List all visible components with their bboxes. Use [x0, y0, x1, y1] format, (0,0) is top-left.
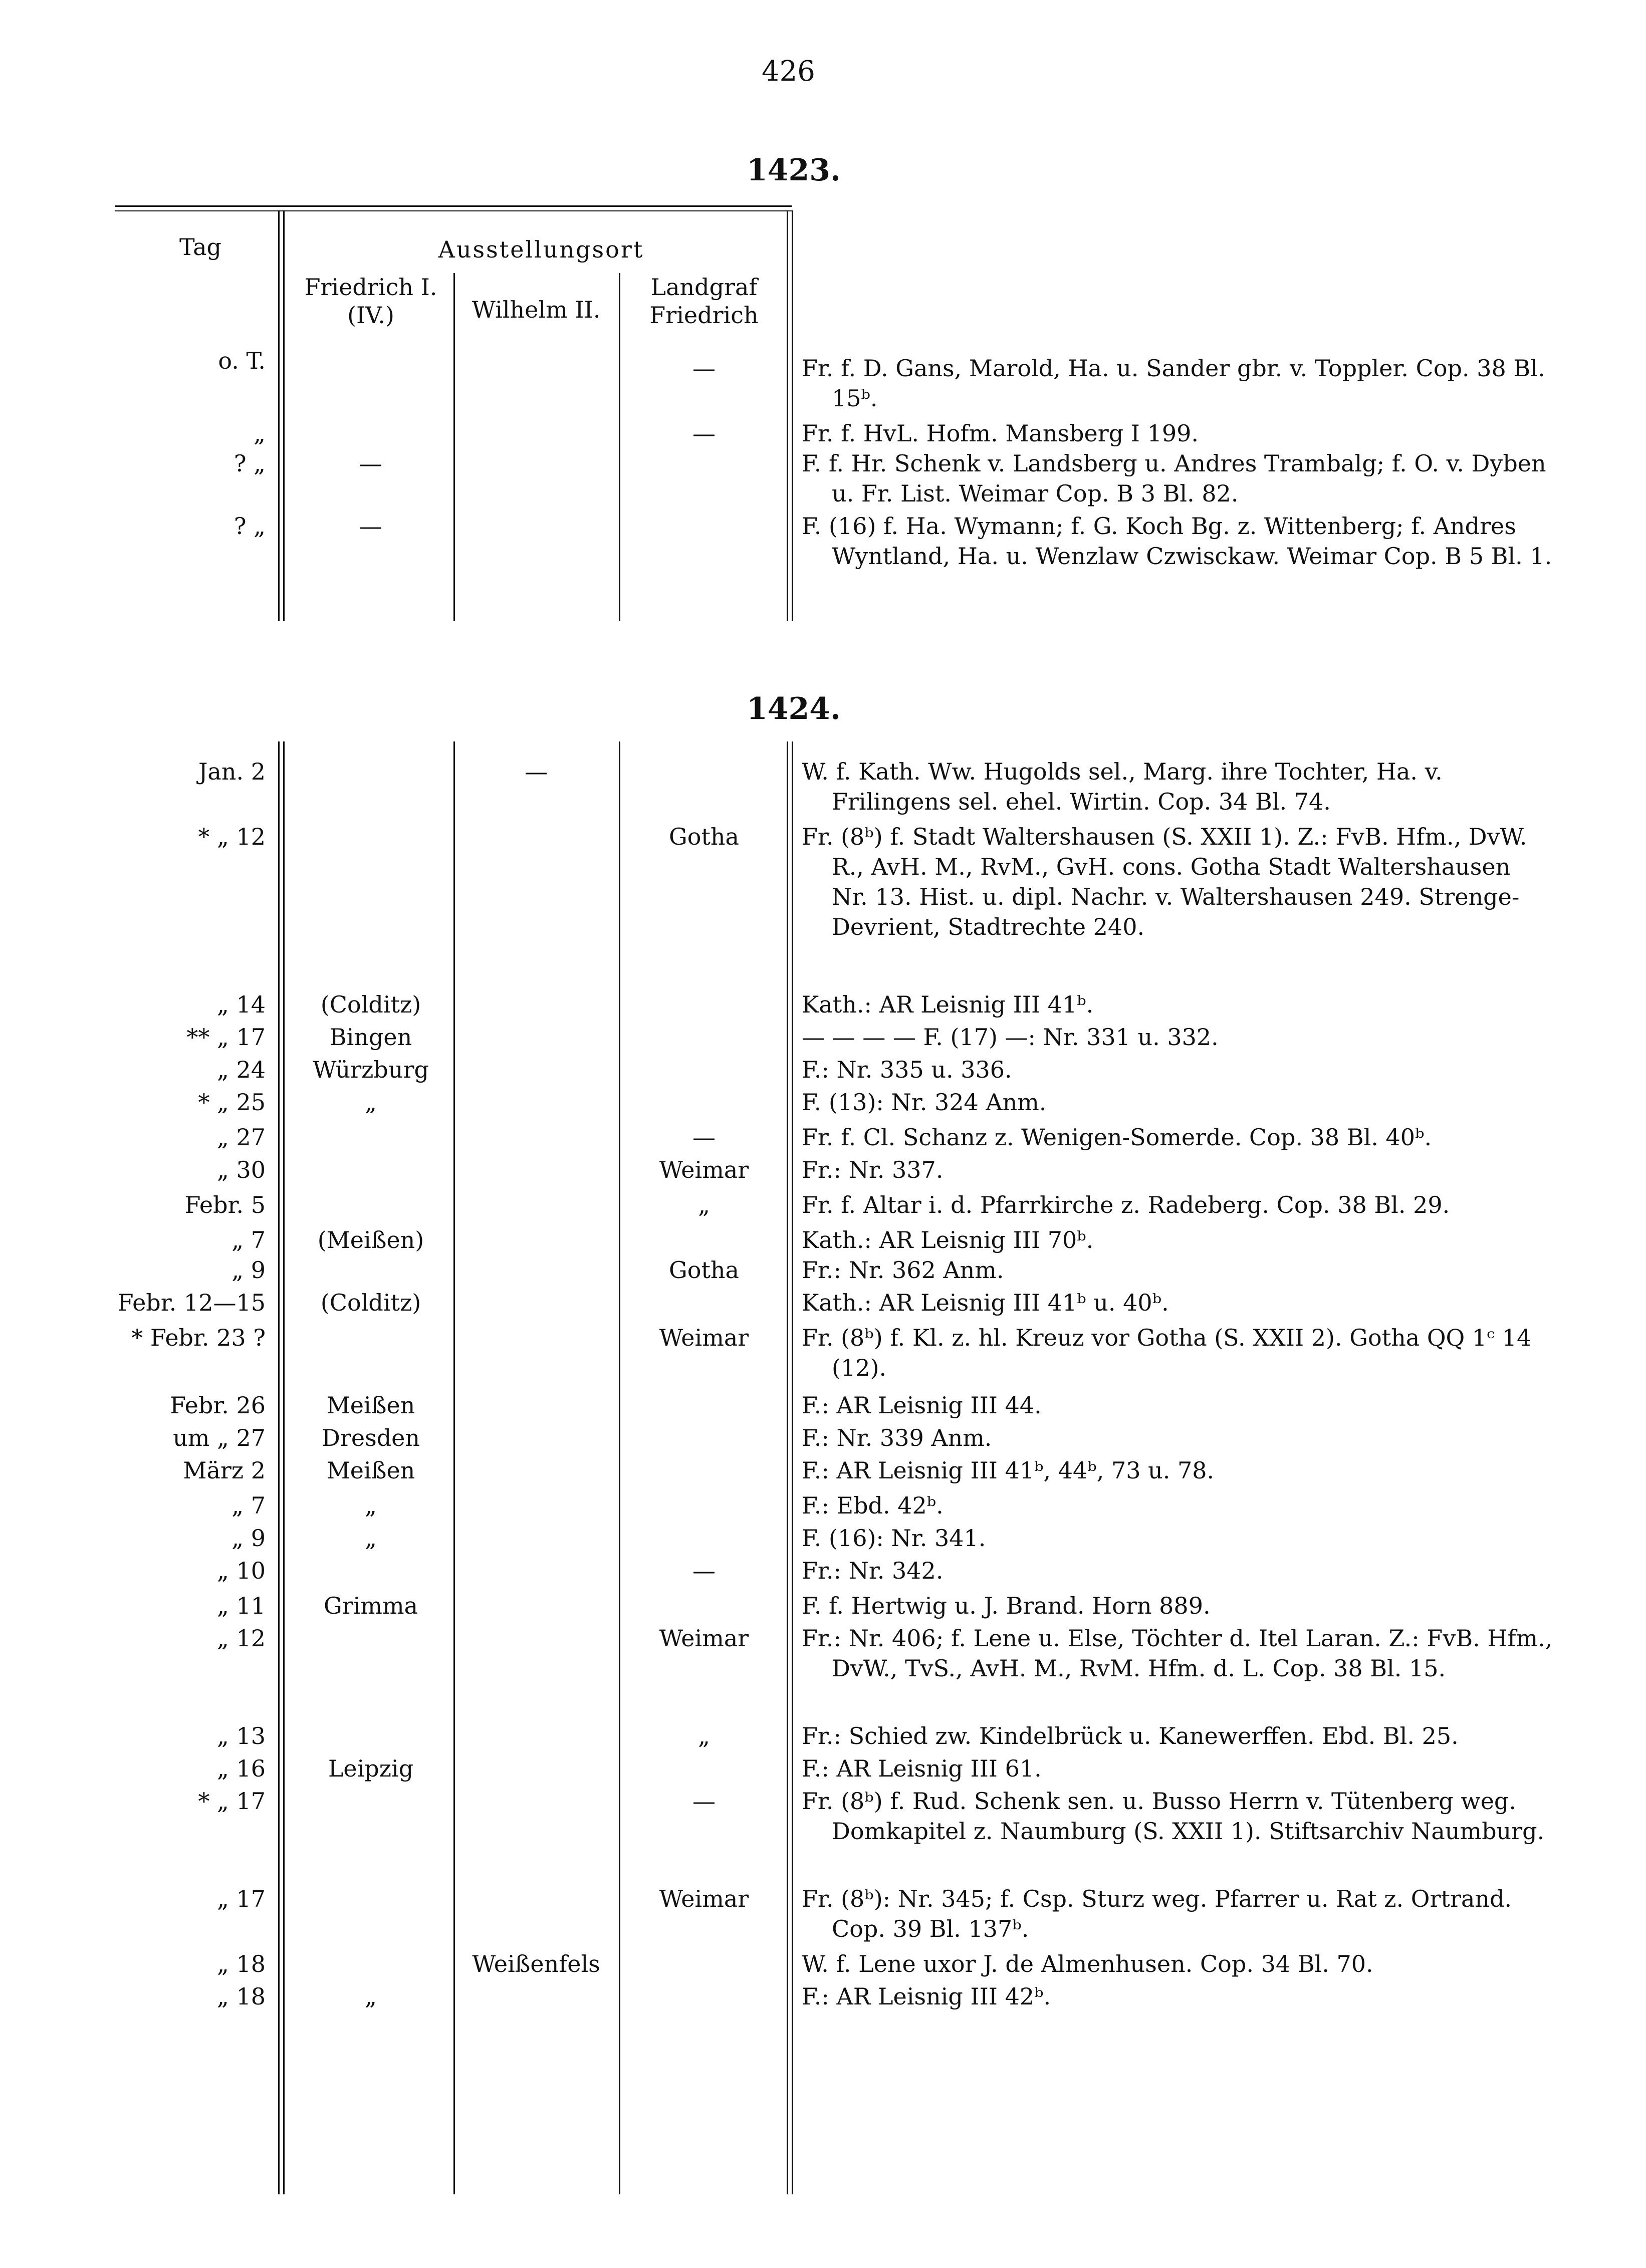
- rule-landgraf-right: [792, 741, 793, 2194]
- row-date: Febr. 12—15: [117, 1289, 266, 1316]
- table-top-rule: [115, 205, 792, 207]
- row-wilhelm: Weißenfels: [472, 1950, 600, 1977]
- table-top-rule-2: [115, 210, 792, 211]
- row-date: ** „ 17: [186, 1024, 266, 1051]
- rule-landgraf-left: [787, 741, 788, 2194]
- row-date: „ 10: [217, 1557, 266, 1584]
- row-friedrich: Meißen: [326, 1457, 415, 1484]
- row-landgraf: Weimar: [659, 1324, 749, 1351]
- row-entry: F.: AR Leisnig III 61.: [802, 1755, 1042, 1782]
- row-entry: F.: Nr. 335 u. 336.: [802, 1056, 1012, 1083]
- row-date: „ 13: [217, 1722, 266, 1749]
- header-landgraf-line2: Friedrich: [649, 302, 759, 329]
- header-wilhelm: Wilhelm II.: [472, 296, 601, 323]
- row-date: „ 11: [217, 1592, 266, 1619]
- row-landgraf: „: [698, 1191, 710, 1218]
- row-date: * „ 12: [198, 823, 266, 850]
- year-heading-1424: 1424.: [747, 691, 841, 726]
- row-entry: Fr. (8ᵇ): Nr. 345; f. Csp. Sturz weg. Pfarrer u. Rat z. Ortrand. Cop. 39 Bl. 137ᵇ.: [802, 1885, 1512, 1942]
- row-entry: Fr.: Nr. 342.: [802, 1557, 944, 1584]
- header-landgraf-line1: Landgraf: [650, 274, 758, 301]
- row-friedrich: Leipzig: [328, 1755, 414, 1782]
- header-landgraf: [621, 273, 787, 329]
- row-landgraf: Weimar: [659, 1625, 749, 1652]
- row-date: Jan. 2: [198, 758, 266, 785]
- row-entry: F.: AR Leisnig III 42ᵇ.: [802, 1983, 1051, 2010]
- row-date: „ 9: [231, 1256, 266, 1284]
- row-date: „ 24: [217, 1056, 266, 1083]
- row-entry: Fr.: Nr. 337.: [802, 1156, 944, 1183]
- row-date: „ 30: [217, 1156, 266, 1183]
- row-entry: Kath.: AR Leisnig III 41ᵇ.: [802, 991, 1094, 1018]
- row-date: „ 16: [217, 1755, 266, 1782]
- rule-tag-right: [283, 210, 285, 621]
- row-entry: Kath.: AR Leisnig III 41ᵇ u. 40ᵇ.: [802, 1289, 1169, 1316]
- row-date: ? „: [233, 450, 266, 477]
- row-entry: W. f. Kath. Ww. Hugolds sel., Marg. ihre Tochter, Ha. v. Frilingens sel. ehel. Wirtin. Cop. 34 Bl. 74.: [802, 758, 1443, 815]
- row-friedrich: „: [365, 1525, 377, 1552]
- row-landgraf: —: [692, 1124, 716, 1151]
- row-landgraf: —: [692, 1557, 716, 1584]
- page-number: 426: [762, 55, 815, 88]
- row-date: „ 9: [231, 1525, 266, 1552]
- row-date: * „ 25: [198, 1089, 266, 1116]
- row-date: „ 14: [217, 991, 266, 1018]
- row-friedrich: „: [365, 1983, 377, 2010]
- row-date: „ 7: [231, 1492, 266, 1519]
- row-entry: Fr.: Nr. 406; f. Lene u. Else, Töchter d. Itel Laran. Z.: FvB. Hfm., DvW., TvS., AvH. M., RvM. Hfm. d. L. Cop. 38 Bl. 15.: [802, 1625, 1553, 1682]
- rule-wilhelm: [619, 741, 620, 2194]
- row-entry: F. (13): Nr. 324 Anm.: [802, 1089, 1047, 1116]
- row-entry: Fr. f. Altar i. d. Pfarrkirche z. Radeberg. Cop. 38 Bl. 29.: [802, 1191, 1450, 1218]
- row-date: „ 7: [231, 1226, 266, 1253]
- row-entry: Fr. (8ᵇ) f. Rud. Schenk sen. u. Busso Herrn v. Tütenberg weg. Domkapitel z. Naumburg (S. XXII 1). Stiftsarchiv Naumburg.: [802, 1788, 1545, 1845]
- row-landgraf: —: [692, 355, 716, 382]
- row-entry: Fr. f. HvL. Hofm. Mansberg I 199.: [802, 420, 1199, 447]
- row-date: * „ 17: [198, 1788, 266, 1815]
- row-entry: F. f. Hr. Schenk v. Landsberg u. Andres Trambalg; f. O. v. Dyben u. Fr. List. Weimar Cop. B 3 Bl. 82.: [802, 450, 1546, 507]
- row-date: März 2: [183, 1457, 266, 1484]
- row-date: Febr. 5: [184, 1191, 266, 1218]
- rule-landgraf-left: [787, 210, 788, 621]
- header-friedrich-line2: (IV.): [347, 302, 394, 329]
- row-landgraf: —: [692, 1788, 716, 1815]
- row-date: „ 18: [217, 1983, 266, 2010]
- row-landgraf: Weimar: [659, 1885, 749, 1912]
- row-friedrich: Bingen: [329, 1024, 412, 1051]
- rule-tag-left: [278, 210, 280, 621]
- row-friedrich: „: [365, 1089, 377, 1116]
- header-ausstellungsort: Ausstellungsort: [438, 236, 644, 263]
- row-entry: F.: Nr. 339 Anm.: [802, 1424, 992, 1451]
- row-friedrich: Grimma: [323, 1592, 418, 1619]
- row-date: „ 17: [217, 1885, 266, 1912]
- rule-landgraf-right: [792, 210, 793, 621]
- row-entry: Fr. (8ᵇ) f. Stadt Waltershausen (S. XXII 1). Z.: FvB. Hfm., DvW. R., AvH. M., RvM., GvH. cons. Gotha Stadt Waltershausen Nr. 13. Hist. u. dipl. Nachr. v. Waltershausen 249. Strenge-Devrient, Stadtrechte 240.: [802, 823, 1527, 940]
- row-entry: Fr. (8ᵇ) f. Kl. z. hl. Kreuz vor Gotha (S. XXII 2). Gotha QQ 1ᶜ 14 (12).: [802, 1324, 1532, 1381]
- row-landgraf: Gotha: [669, 1256, 739, 1284]
- row-entry: F. (16) f. Ha. Wymann; f. G. Koch Bg. z. Wittenberg; f. Andres Wyntland, Ha. u. Wenzlaw Czwisckaw. Weimar Cop. B 5 Bl. 1.: [802, 513, 1552, 570]
- row-entry: F.: AR Leisnig III 41ᵇ, 44ᵇ, 73 u. 78.: [802, 1457, 1215, 1484]
- row-entry: F.: Ebd. 42ᵇ.: [802, 1492, 944, 1519]
- row-landgraf: Gotha: [669, 823, 739, 850]
- row-date: „: [254, 420, 266, 447]
- row-date: * Febr. 23 ?: [131, 1324, 266, 1351]
- row-entry: W. f. Lene uxor J. de Almenhusen. Cop. 34 Bl. 70.: [802, 1950, 1373, 1977]
- row-friedrich: Meißen: [326, 1392, 415, 1419]
- rule-tag-left: [278, 741, 280, 2194]
- row-friedrich: —: [359, 513, 382, 540]
- row-date: o. T.: [218, 347, 266, 374]
- row-friedrich: Dresden: [322, 1424, 420, 1451]
- row-wilhelm: —: [525, 758, 548, 785]
- row-entry: Fr. f. D. Gans, Marold, Ha. u. Sander gbr. v. Toppler. Cop. 38 Bl. 15ᵇ.: [802, 355, 1545, 412]
- row-entry: Fr.: Nr. 362 Anm.: [802, 1256, 1004, 1284]
- row-date: „ 18: [217, 1950, 266, 1977]
- rule-friedrich: [453, 273, 455, 621]
- row-friedrich: (Colditz): [320, 991, 421, 1018]
- row-entry: F.: AR Leisnig III 44.: [802, 1392, 1042, 1419]
- row-entry: F. f. Hertwig u. J. Brand. Horn 889.: [802, 1592, 1211, 1619]
- row-date: Febr. 26: [170, 1392, 266, 1419]
- row-entry: Fr. f. Cl. Schanz z. Wenigen-Somerde. Cop. 38 Bl. 40ᵇ.: [802, 1124, 1432, 1151]
- row-date: ? „: [233, 513, 266, 540]
- row-landgraf: „: [698, 1722, 710, 1749]
- row-entry: Fr.: Schied zw. Kindelbrück u. Kanewerffen. Ebd. Bl. 25.: [802, 1722, 1459, 1749]
- row-date: „ 12: [217, 1625, 266, 1652]
- row-landgraf: —: [692, 420, 716, 447]
- row-date: „ 27: [217, 1124, 266, 1151]
- row-date: um „ 27: [173, 1424, 266, 1451]
- row-friedrich: —: [359, 450, 382, 477]
- row-landgraf: Weimar: [659, 1156, 749, 1183]
- header-friedrich: [281, 273, 461, 329]
- header-tag: Tag: [179, 233, 221, 261]
- row-friedrich: „: [365, 1492, 377, 1519]
- row-entry: Kath.: AR Leisnig III 70ᵇ.: [802, 1226, 1094, 1253]
- row-friedrich: Würzburg: [313, 1056, 429, 1083]
- header-friedrich-line1: Friedrich I.: [304, 274, 437, 301]
- rule-wilhelm: [619, 273, 620, 621]
- row-entry: — — — — F. (17) —: Nr. 331 u. 332.: [802, 1024, 1219, 1051]
- row-entry: F. (16): Nr. 341.: [802, 1525, 986, 1552]
- row-friedrich: (Colditz): [320, 1289, 421, 1316]
- row-friedrich: (Meißen): [317, 1226, 424, 1253]
- year-heading-1423: 1423.: [747, 153, 841, 188]
